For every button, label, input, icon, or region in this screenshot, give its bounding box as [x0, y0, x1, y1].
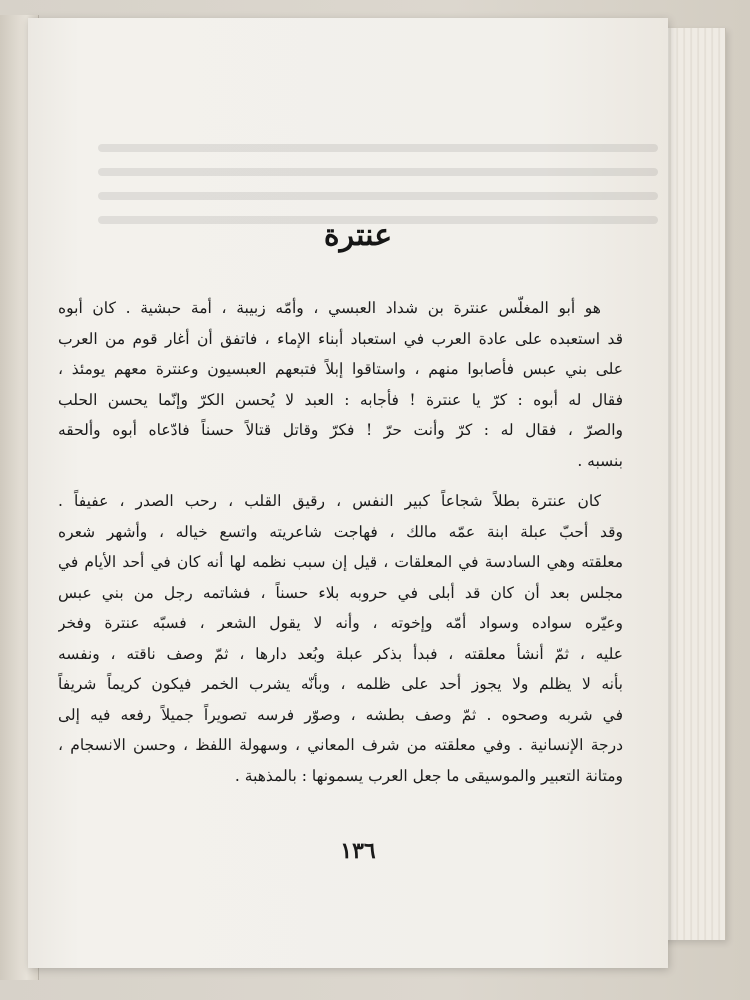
text-line: بنسبه . — [577, 451, 623, 470]
text-line: والصرّ ، فقال له : كرّ وأنت حرّ ! فكرّ وقاتل قتالاً حسناً فادّعاه أبوه وألحقه — [58, 421, 623, 439]
body-text — [58, 293, 623, 791]
text-line: على بني عبس فأصابوا منهم ، واستاقوا إبلاً فتبعهم العبسيون وعنترة معهم يومئذ ، — [58, 360, 623, 378]
text-line: درجة الإنسانية . وفي معلقته من شرف المعاني ، وسهولة اللفظ ، وحسن الانسجام ، — [58, 736, 623, 754]
text-line: فقال له أبوه : كرّ يا عنترة ! فأجابه : العبد لا يُحسن الكرّ وإنّما يحسن الحلب — [58, 390, 623, 409]
text-line: ومتانة التعبير والموسيقى ما جعل العرب يسمونها : بالمذهبة . — [234, 766, 623, 785]
page-title: عنترة — [323, 218, 393, 253]
page-number: ١٣٦ — [340, 838, 376, 864]
text-line: وقد أحبّ عبلة ابنة عمّه مالك ، فهاجت شاعريته واتسع خياله ، وأشهر شعره — [58, 522, 623, 541]
text-line: عليه ، ثمّ أنشأ معلقته ، فبدأ بذكر عبلة وبُعد دارها ، ثمّ وصف ناقته ، ونفسه — [58, 644, 623, 663]
text-line: هو أبو المغلّس عنترة بن شداد العبسي ، وأمّه زبيبة ، أمة حبشية . كان أبوه — [58, 299, 601, 317]
text-line: بأنه لا يظلم ولا يجوز أحد على ظلمه ، وبأنّه يشرب الخمر فيكون كريماً شريفاً — [58, 675, 623, 693]
text-line: معلقته وهي السادسة في المعلقات ، قيل إن سبب نظمه لها أنه كان في أحد الأيام في — [58, 553, 623, 571]
book-page — [28, 18, 668, 968]
text-line: في شربه وصحوه . ثمّ وصف بطشه ، وصوّر فرسه تصويراً جميلاً رفعه فيه إلى — [58, 705, 623, 724]
text-line: كان عنترة بطلاً شجاعاً كبير النفس ، رقيق القلب ، رحب الصدر ، عفيفاً . — [58, 492, 601, 510]
text-line: قد استعبده على عادة العرب في استعباد أبناء الإماء ، فاتفق أن أغار قوم من العرب — [58, 329, 623, 348]
text-line: مجلس بعد أن كان قد أبلى في حروبه بلاء حسناً ، فشاتمه رجل من بني عبس — [58, 583, 623, 602]
text-line: وعيّره سواده وسواد أمّه وإخوته ، وأنه لا يقول الشعر ، فسبّه عنترة وفخر — [58, 614, 623, 632]
